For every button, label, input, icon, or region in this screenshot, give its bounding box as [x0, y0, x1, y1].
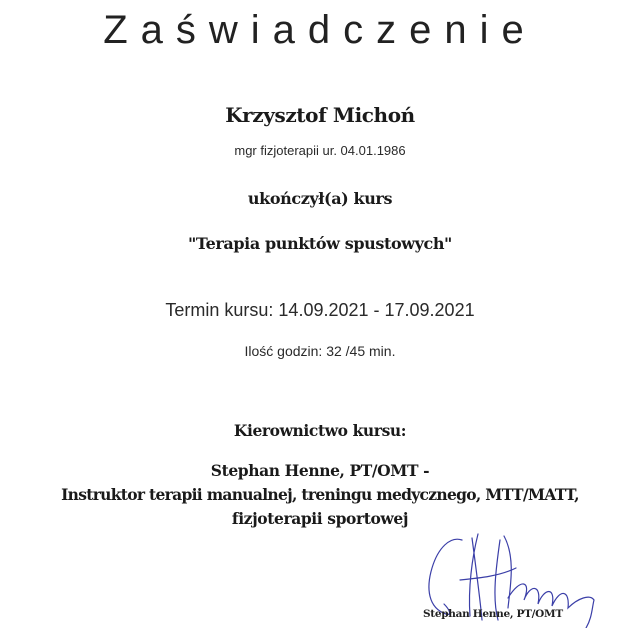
certificate-title: Zaświadczenie: [103, 8, 537, 52]
course-name: "Terapia punktów spustowych": [187, 234, 452, 253]
instructor-name: Stephan Henne, PT/OMT -: [210, 461, 430, 480]
signer-label: Stephan Henne, PT/OMT: [423, 608, 563, 620]
instructor-title-cont: fizjoterapii sportowej: [231, 509, 409, 528]
completed-label: ukończył(a) kurs: [247, 189, 393, 208]
course-term: Termin kursu: 14.09.2021 - 17.09.2021: [165, 300, 475, 320]
course-hours: Ilość godzin: 32 /45 min.: [244, 343, 396, 359]
instructor-title: Instruktor terapii manualnej, treningu medycznego, MTT/MATT,: [61, 485, 579, 504]
recipient-name: Krzysztof Michoń: [225, 103, 415, 127]
leadership-heading: Kierownictwo kursu:: [233, 421, 407, 440]
recipient-details: mgr fizjoterapii ur. 04.01.1986: [234, 143, 406, 158]
